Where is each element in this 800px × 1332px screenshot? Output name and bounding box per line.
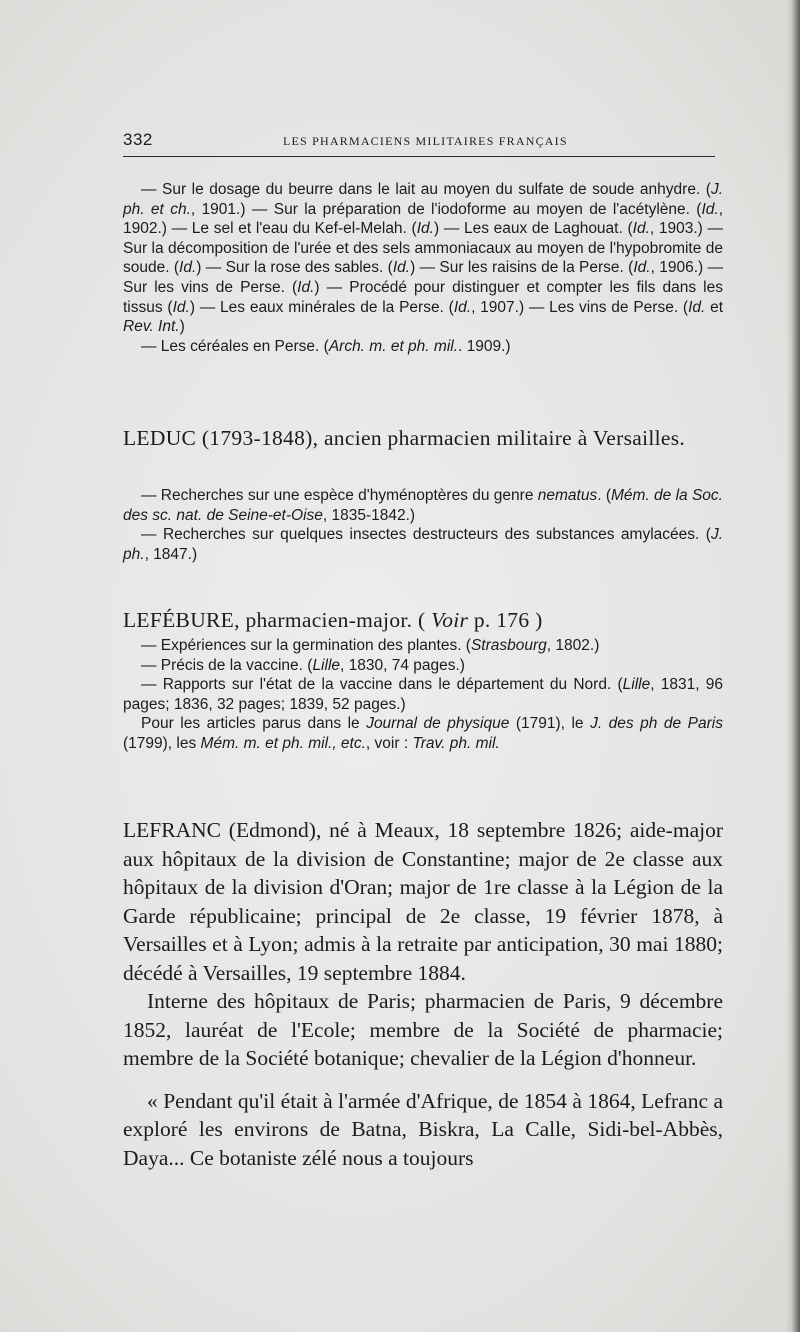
entry-lefranc (123, 816, 723, 1172)
entry-lefebure (123, 606, 543, 635)
bibliography-paragraph: — Précis de la vaccine. (Lille, 1830, 74 pages.) (141, 656, 465, 674)
bibliography-paragraph: — Sur le dosage du beurre dans le lait au moyen du sulfate de soude anhydre. (J. ph. et ch., 1901.) — Sur la préparation de l'iodoforme au moyen de l'acétylène. (Id., 1902.) — Le sel et l'eau du Kef-el-Melah. (Id.) — Les eaux de Laghouat. (Id., 1903.) — Sur la décomposition de l'urée et des sels ammoniacaux au moyen de l'hypobromite de soude. (Id.) — Sur la rose des sables. (Id.) — Sur les raisins de la Perse. (Id., 1906.) — Sur les vins de Perse. (Id.) — Procédé pour distinguer et compter les fils dans les tissus (Id.) — Les eaux minérales de la Perse. (Id., 1907.) — Les vins de Perse. (Id. et Rev. Int.) (123, 181, 724, 336)
bibliography-paragraph: — Recherches sur quelques insectes destructeurs des substances amylacées. (J. ph., 1847.) (123, 526, 723, 563)
entry-heading-leduc: LEDUC (1793-1848), ancien pharmacien militaire à Versailles. (123, 426, 686, 450)
bibliography-paragraph: — Recherches sur une espèce d'hyménoptères du genre nematus. (Mém. de la Soc. des sc. nat. de Seine-et-Oise, 1835-1842.) (123, 487, 723, 524)
running-title: LES PHARMACIENS MILITAIRES FRANÇAIS (283, 134, 568, 148)
bibliography-paragraph: Pour les articles parus dans le Journal de physique (1791), le J. des ph de Paris (1799), les Mém. m. et ph. mil., etc., voir : Trav. ph. mil. (123, 715, 723, 752)
entry-heading-lefranc: LEFRANC (Edmond), né à Meaux, 18 septembre 1826; aide-major aux hôpitaux de la division de Constantine; major de 2e classe aux hôpitaux de la division d'Oran; major de 1re classe à la Légion de la Garde républicaine; principal de 2e classe, 19 février 1878, à Versailles et à Lyon; admis à la retraite par anticipation, 30 mai 1880; décédé à Versailles, 19 septembre 1884. (123, 818, 723, 985)
biography-paragraph: Interne des hôpitaux de Paris; pharmacien de Paris, 9 décembre 1852, lauréat de l'Ecole; membre de la Société de pharmacie; membre de la Société botanique; chevalier de la Légion d'honneur. (123, 989, 723, 1070)
bibliography-paragraph: — Expériences sur la germination des plantes. (Strasbourg, 1802.) (141, 637, 600, 654)
header-rule (123, 156, 715, 157)
page-edge-shadow (786, 0, 800, 1332)
bibliography-lefebure (123, 636, 723, 754)
bibliography-paragraph: — Les céréales en Perse. (Arch. m. et ph. mil.. 1909.) (141, 337, 511, 355)
bibliography-continued (123, 180, 723, 356)
entry-heading-lefebure: LEFÉBURE, pharmacien-major. ( Voir p. 176 ) (123, 608, 543, 632)
bibliography-paragraph: — Rapports sur l'état de la vaccine dans le département du Nord. (Lille, 1831, 96 pages; 1836, 32 pages; 1839, 52 pages.) (123, 676, 724, 713)
quotation-paragraph: « Pendant qu'il était à l'armée d'Afrique, de 1854 à 1864, Lefranc a exploré les environs de Batna, Biskra, La Calle, Sidi-bel-Abbès, Daya... Ce botaniste zélé nous a toujours (123, 1088, 723, 1170)
entry-leduc (123, 424, 685, 453)
bibliography-leduc (123, 486, 723, 564)
running-header (123, 130, 715, 154)
page-number: 332 (123, 130, 153, 149)
